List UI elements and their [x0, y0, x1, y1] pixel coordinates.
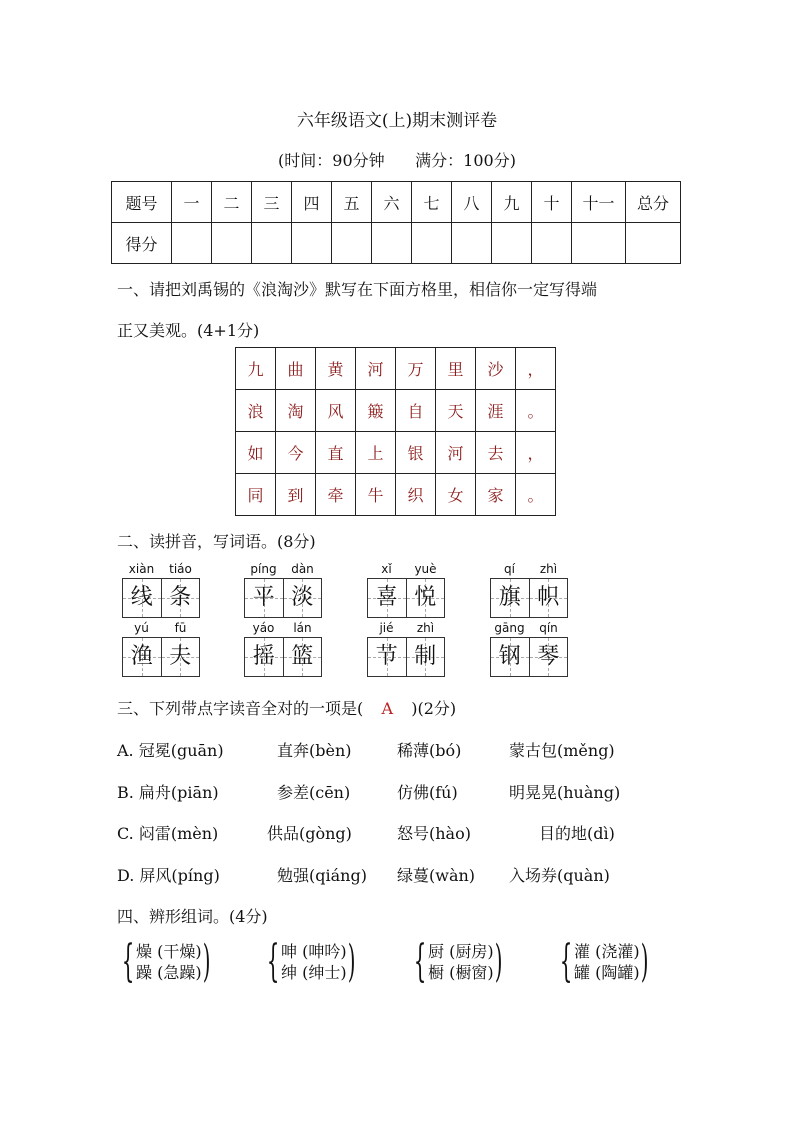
- right-paren-icon: ): [202, 936, 211, 987]
- pinyin-word-box: [490, 562, 568, 618]
- score-header-cell: 十一: [572, 182, 626, 223]
- option-c-4: 目的地(dì): [539, 824, 615, 843]
- option-b-3: 仿佛(fú): [397, 783, 458, 802]
- poem-char: 涯: [476, 390, 516, 432]
- poem-char: 黄: [316, 348, 356, 390]
- question-4-heading: 四、辨形组词。(4分): [117, 907, 268, 926]
- question-3-answer: A: [381, 699, 394, 718]
- option-b-2: 参差(cēn): [277, 783, 351, 802]
- poem-char: 沙: [476, 348, 516, 390]
- pinyin-label: gāng: [494, 621, 525, 635]
- score-header-cell: 三: [252, 182, 292, 223]
- question-1-line-1: 一、请把刘禹锡的《浪淘沙》默写在下面方格里，相信你一定写得端: [117, 280, 598, 299]
- tianzige-cell: 淡: [283, 579, 322, 617]
- question-3-points: )(2分): [411, 699, 457, 718]
- pinyin-label: yuè: [414, 562, 437, 576]
- tianzige-cell: 平: [245, 579, 283, 617]
- poem-char: 。: [516, 390, 556, 432]
- score-cell[interactable]: [492, 223, 532, 264]
- score-header-cell: 总分: [626, 182, 681, 223]
- poem-char: 银: [396, 432, 436, 474]
- poem-char: 风: [316, 390, 356, 432]
- score-header-cell: 六: [372, 182, 412, 223]
- poem-char: 河: [356, 348, 396, 390]
- score-cell[interactable]: [252, 223, 292, 264]
- poem-char: 织: [396, 474, 436, 516]
- pinyin-word-box: [367, 562, 445, 618]
- score-header-cell: 七: [412, 182, 452, 223]
- pinyin-label: zhì: [416, 621, 435, 635]
- poem-char: 直: [316, 432, 356, 474]
- pinyin-label: dàn: [291, 562, 314, 576]
- tianzige-cell: 喜: [368, 579, 406, 617]
- word-group-line: 绅 (绅士): [281, 963, 347, 982]
- tianzige-cell: 旗: [491, 579, 529, 617]
- tianzige-cell: 琴: [529, 638, 568, 676]
- word-group-line: 罐 (陶罐): [574, 963, 640, 982]
- word-group: [552, 936, 653, 987]
- score-header-cell: 一: [172, 182, 212, 223]
- score-header-cell: 九: [492, 182, 532, 223]
- score-cell[interactable]: [212, 223, 252, 264]
- score-header-cell: 五: [332, 182, 372, 223]
- score-cell[interactable]: [172, 223, 212, 264]
- question-3-heading: [117, 696, 456, 719]
- tianzige-cell: 钢: [491, 638, 529, 676]
- option-d-3: 绿蔓(wàn): [397, 866, 476, 885]
- poem-char: 去: [476, 432, 516, 474]
- score-cell[interactable]: [412, 223, 452, 264]
- option-c-3: 怒号(hào): [397, 824, 471, 843]
- poem-row: [236, 390, 556, 432]
- poem-char: 自: [396, 390, 436, 432]
- left-brace-icon: {: [266, 936, 280, 987]
- pinyin-word-box: [122, 562, 200, 618]
- option-d-2: 勉强(qiáng): [277, 866, 367, 885]
- score-header-cell: 十: [532, 182, 572, 223]
- poem-char: 天: [436, 390, 476, 432]
- left-brace-icon: {: [413, 936, 427, 987]
- score-cell[interactable]: [452, 223, 492, 264]
- word-group: [114, 936, 215, 987]
- score-header-row: [112, 182, 681, 223]
- option-b-4: 明晃晃(huàng): [509, 783, 621, 802]
- poem-row: [236, 432, 556, 474]
- left-brace-icon: {: [121, 936, 135, 987]
- pinyin-label: jié: [379, 621, 394, 635]
- tianzige-cell: 摇: [245, 638, 283, 676]
- pinyin-word-box: [122, 621, 200, 677]
- poem-char: 。: [516, 474, 556, 516]
- tianzige-cell: 悦: [406, 579, 445, 617]
- poem-char: 今: [276, 432, 316, 474]
- poem-char: 浪: [236, 390, 276, 432]
- score-cell[interactable]: [292, 223, 332, 264]
- score-cell[interactable]: [572, 223, 626, 264]
- poem-row: [236, 348, 556, 390]
- poem-char: 女: [436, 474, 476, 516]
- option-c-1: C. 闷雷(mèn): [117, 824, 219, 843]
- right-paren-icon: ): [347, 936, 356, 987]
- page-title: 六年级语文(上)期末测评卷: [296, 111, 498, 131]
- option-d-1: D. 屏风(píng): [117, 866, 220, 885]
- poem-char: 淘: [276, 390, 316, 432]
- tianzige-cell: 节: [368, 638, 406, 676]
- poem-char: 河: [436, 432, 476, 474]
- poem-char: 簸: [356, 390, 396, 432]
- pinyin-label: qí: [504, 562, 515, 576]
- word-group-line: 厨 (厨房): [428, 942, 494, 961]
- poem-char: 到: [276, 474, 316, 516]
- poem-char: ，: [516, 348, 556, 390]
- score-value-row: [112, 223, 681, 264]
- score-header-cell: 四: [292, 182, 332, 223]
- pinyin-label: lán: [293, 621, 312, 635]
- pinyin-label: tiáo: [169, 562, 192, 576]
- question-1-line-2: 正又美观。(4+1分): [117, 321, 260, 340]
- word-group-line: 躁 (急躁): [136, 963, 202, 982]
- word-group: [406, 936, 507, 987]
- score-table: [111, 181, 681, 264]
- poem-char: 里: [436, 348, 476, 390]
- word-group-line: 燥 (干燥): [136, 942, 202, 961]
- score-header-cell: 八: [452, 182, 492, 223]
- poem-char: 曲: [276, 348, 316, 390]
- poem-char: 牛: [356, 474, 396, 516]
- score-cell[interactable]: [626, 223, 681, 264]
- option-a-2: 直奔(bèn): [277, 741, 352, 760]
- word-group-line: 橱 (橱窗): [428, 963, 494, 982]
- left-brace-icon: {: [559, 936, 573, 987]
- poem-char: ，: [516, 432, 556, 474]
- score-cell[interactable]: [372, 223, 412, 264]
- score-cell[interactable]: [332, 223, 372, 264]
- pinyin-word-box: [490, 621, 568, 677]
- poem-char: 万: [396, 348, 436, 390]
- option-c-2: 供品(gòng): [267, 824, 352, 843]
- score-cell[interactable]: [532, 223, 572, 264]
- option-b-1: B. 扁舟(piān): [117, 783, 219, 802]
- pinyin-label: qín: [539, 621, 558, 635]
- poem-row: [236, 474, 556, 516]
- pinyin-label: píng: [250, 562, 277, 576]
- word-group-line: 灌 (浇灌): [574, 942, 640, 961]
- question-2-heading: 二、读拼音，写词语。(8分): [117, 532, 316, 551]
- tianzige-cell: 制: [406, 638, 445, 676]
- pinyin-word-box: [367, 621, 445, 677]
- score-row-label: 得分: [112, 223, 172, 264]
- poem-char: 家: [476, 474, 516, 516]
- poem-char: 如: [236, 432, 276, 474]
- poem-char: 上: [356, 432, 396, 474]
- right-paren-icon: ): [640, 936, 649, 987]
- pinyin-label: xiàn: [128, 562, 155, 576]
- tianzige-cell: 线: [123, 579, 161, 617]
- pinyin-label: xǐ: [381, 562, 392, 576]
- option-d-4: 入场券(quàn): [509, 866, 610, 885]
- pinyin-label: fū: [174, 621, 187, 635]
- tianzige-cell: 条: [161, 579, 200, 617]
- poem-char: 同: [236, 474, 276, 516]
- pinyin-word-box: [244, 621, 322, 677]
- option-a-3: 稀薄(bó): [397, 741, 462, 760]
- score-header-cell: 二: [212, 182, 252, 223]
- word-group-line: 呻 (呻吟): [281, 942, 347, 961]
- tianzige-cell: 渔: [123, 638, 161, 676]
- exam-time-score: (时间：90分钟 满分：100分): [278, 151, 516, 170]
- pinyin-label: yáo: [252, 621, 275, 635]
- option-a-4: 蒙古包(měng): [509, 741, 615, 760]
- pinyin-label: zhì: [539, 562, 558, 576]
- pinyin-word-box: [244, 562, 322, 618]
- option-a-1: A. 冠冕(guān): [117, 741, 224, 760]
- word-group: [259, 936, 360, 987]
- tianzige-cell: 夫: [161, 638, 200, 676]
- question-3-prompt: 三、下列带点字读音全对的一项是(: [117, 699, 364, 718]
- tianzige-cell: 篮: [283, 638, 322, 676]
- poem-grid: [235, 347, 556, 516]
- poem-char: 牵: [316, 474, 356, 516]
- pinyin-label: yú: [134, 621, 149, 635]
- right-paren-icon: ): [494, 936, 503, 987]
- tianzige-cell: 帜: [529, 579, 568, 617]
- score-header-cell: 题号: [112, 182, 172, 223]
- poem-char: 九: [236, 348, 276, 390]
